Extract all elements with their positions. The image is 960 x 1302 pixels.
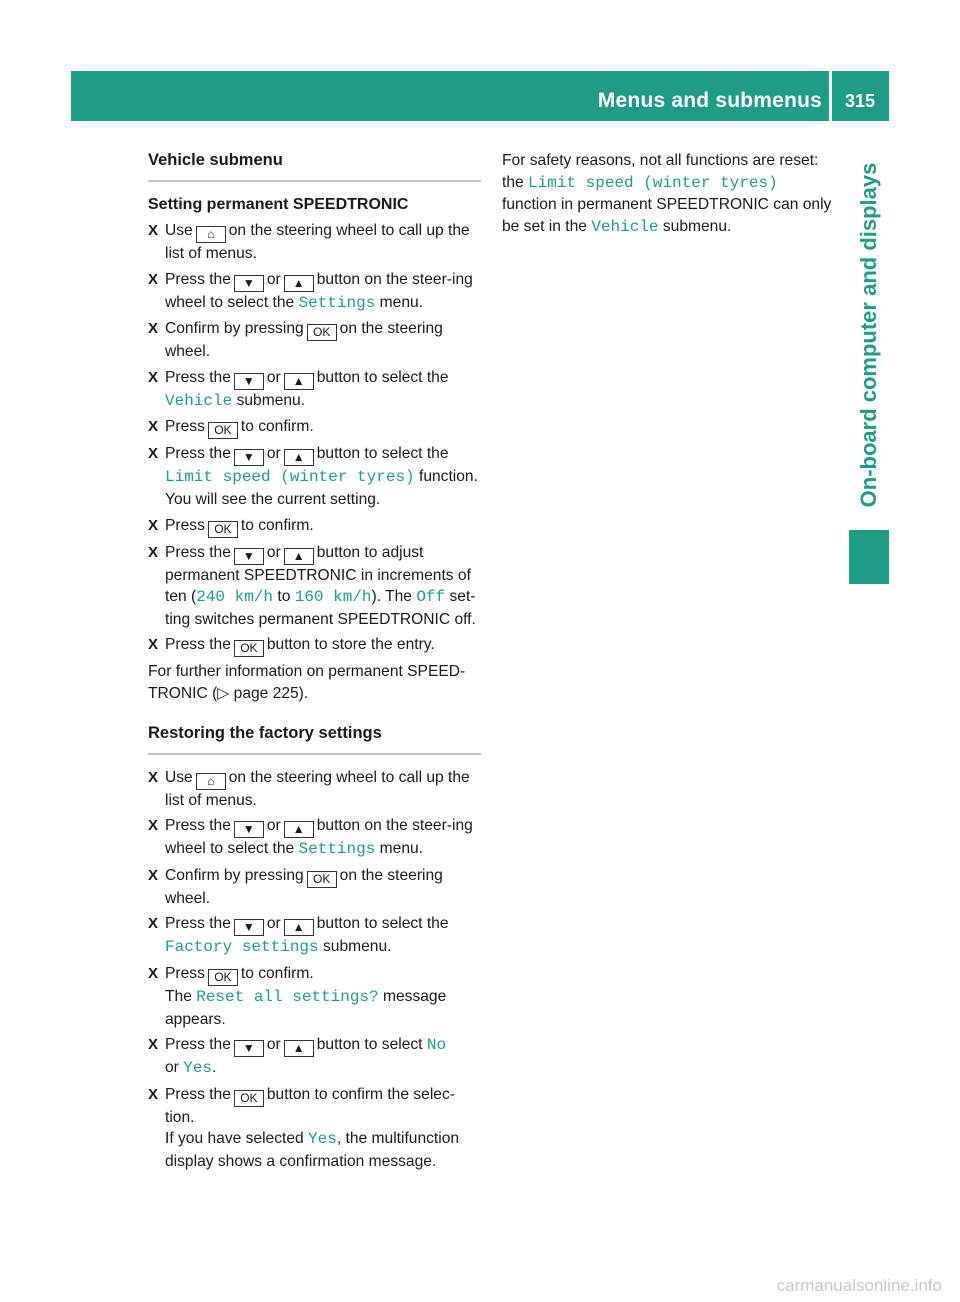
up-button-icon: ▲: [284, 919, 314, 936]
menu-name: Factory settings: [165, 938, 319, 957]
side-tab-marker: [849, 530, 889, 584]
step-marker-icon: X: [148, 817, 159, 835]
instruction-step: X Press the ▼ or ▲ button on the steer-ing wheel to select the Settings menu.: [148, 270, 473, 312]
section-title: Vehicle submenu: [148, 150, 481, 182]
home-button-icon: ⌂: [196, 773, 226, 790]
step-marker-icon: X: [148, 222, 159, 239]
page-reference-arrow-icon: ▷: [217, 684, 230, 702]
step-marker-icon: X: [148, 915, 159, 933]
page-header-bar: [71, 71, 889, 121]
side-tab-label: On-board computer and displays: [856, 162, 881, 508]
option-yes: Yes: [183, 1059, 213, 1078]
down-button-icon: ▼: [234, 275, 264, 292]
down-button-icon: ▼: [234, 548, 264, 565]
instruction-step: X Press OK to confirm.: [148, 516, 314, 536]
menu-name: Vehicle: [591, 217, 659, 236]
up-button-icon: ▲: [284, 821, 314, 838]
header-divider: [829, 71, 832, 121]
step-marker-icon: X: [148, 270, 159, 288]
ok-button-icon: OK: [234, 1090, 264, 1107]
down-button-icon: ▼: [234, 449, 264, 466]
function-name: Limit speed (winter tyres): [528, 173, 778, 192]
function-name: Limit speed (winter tyres): [165, 468, 415, 487]
watermark: carmanualsonline.info: [776, 1276, 942, 1295]
instruction-step: X Confirm by pressing OK on the steering wheel.: [148, 866, 443, 907]
up-button-icon: ▲: [284, 548, 314, 565]
menu-name: Settings: [298, 840, 376, 859]
speed-value: 240 km/h: [196, 588, 274, 607]
step-marker-icon: X: [148, 418, 159, 436]
instruction-step: X Press the ▼ or ▲ button on the steer-ing wheel to select the Settings menu.: [148, 817, 473, 859]
ok-button-icon: OK: [307, 871, 337, 888]
step-marker-icon: X: [148, 866, 159, 884]
menu-name: Vehicle: [165, 391, 233, 410]
up-button-icon: ▲: [284, 373, 314, 390]
instruction-step: X Use ⌂ on the steering wheel to call up the list of menus.: [148, 768, 470, 809]
step-marker-icon: X: [148, 1085, 159, 1103]
step-marker-icon: X: [148, 768, 159, 786]
instruction-step: X Press the ▼ or ▲ button to select the Vehicle submenu.: [148, 368, 449, 410]
ok-button-icon: OK: [208, 422, 238, 439]
instruction-step: X Press OK to confirm.: [148, 418, 314, 438]
instruction-step: X Use ⌂ on the steering wheel to call up the list of menus.: [148, 222, 470, 262]
note-text: For further information on permanent SPEED-TRONIC (▷ page 225).: [148, 663, 466, 702]
instruction-step: X Confirm by pressing OK on the steering wheel.: [148, 320, 443, 361]
section-title-restore: Restoring the factory settings: [148, 723, 481, 755]
setting-value: Off: [416, 588, 446, 607]
option-yes: Yes: [308, 1130, 337, 1149]
down-button-icon: ▼: [234, 919, 264, 936]
up-button-icon: ▲: [284, 449, 314, 466]
step-marker-icon: X: [148, 636, 159, 654]
down-button-icon: ▼: [234, 373, 264, 390]
menu-name: Settings: [298, 293, 376, 312]
page-number: 315: [844, 91, 876, 111]
step-marker-icon: X: [148, 445, 159, 463]
up-button-icon: ▲: [284, 275, 314, 292]
home-button-icon: ⌂: [196, 226, 226, 243]
instruction-step: X Press the ▼ or ▲ button to select the Factory settings submenu.: [148, 915, 449, 957]
up-button-icon: ▲: [284, 1040, 314, 1057]
safety-note: For safety reasons, not all functions are reset: the Limit speed (winter tyres) function in permanent SPEEDTRONIC can only be set in the Vehicle submenu.: [502, 152, 832, 236]
step-marker-icon: X: [148, 543, 159, 561]
ok-button-icon: OK: [307, 324, 337, 341]
right-column: [502, 150, 835, 238]
instruction-step: X Press the ▼ or ▲ button to select the Limit speed (winter tyres) function. You will see the current setting.: [148, 445, 478, 508]
down-button-icon: ▼: [234, 1040, 264, 1057]
subsection-title-speedtronic: Setting permanent SPEEDTRONIC: [148, 196, 409, 213]
instruction-step: X Press OK to confirm. The Reset all settings? message appears.: [148, 964, 447, 1028]
instruction-step: X Press the OK button to confirm the selec-tion. If you have selected Yes, the multifunction display shows a confirmation message.: [148, 1085, 460, 1170]
side-tab: [849, 140, 889, 530]
ok-button-icon: OK: [208, 969, 238, 986]
step-marker-icon: X: [148, 516, 159, 534]
step-marker-icon: X: [148, 964, 159, 982]
left-column: [148, 150, 481, 1176]
instruction-step: X Press the OK button to store the entry.: [148, 636, 435, 656]
step-marker-icon: X: [148, 1036, 159, 1054]
option-no: No: [426, 1036, 447, 1055]
speed-value: 160 km/h: [294, 588, 372, 607]
chapter-title: Menus and submenus: [597, 89, 822, 112]
down-button-icon: ▼: [234, 821, 264, 838]
instruction-step: X Press the ▼ or ▲ button to select No or Yes.: [148, 1036, 447, 1078]
step-marker-icon: X: [148, 368, 159, 386]
display-message: Reset all settings?: [196, 987, 379, 1006]
ok-button-icon: OK: [234, 640, 264, 657]
step-marker-icon: X: [148, 320, 159, 338]
instruction-step: X Press the ▼ or ▲ button to adjust permanent SPEEDTRONIC in increments of ten (240 km/h to 160 km/h). The Off set-ting switches permanent SPEEDTRONIC off.: [148, 543, 476, 628]
ok-button-icon: OK: [208, 521, 238, 538]
